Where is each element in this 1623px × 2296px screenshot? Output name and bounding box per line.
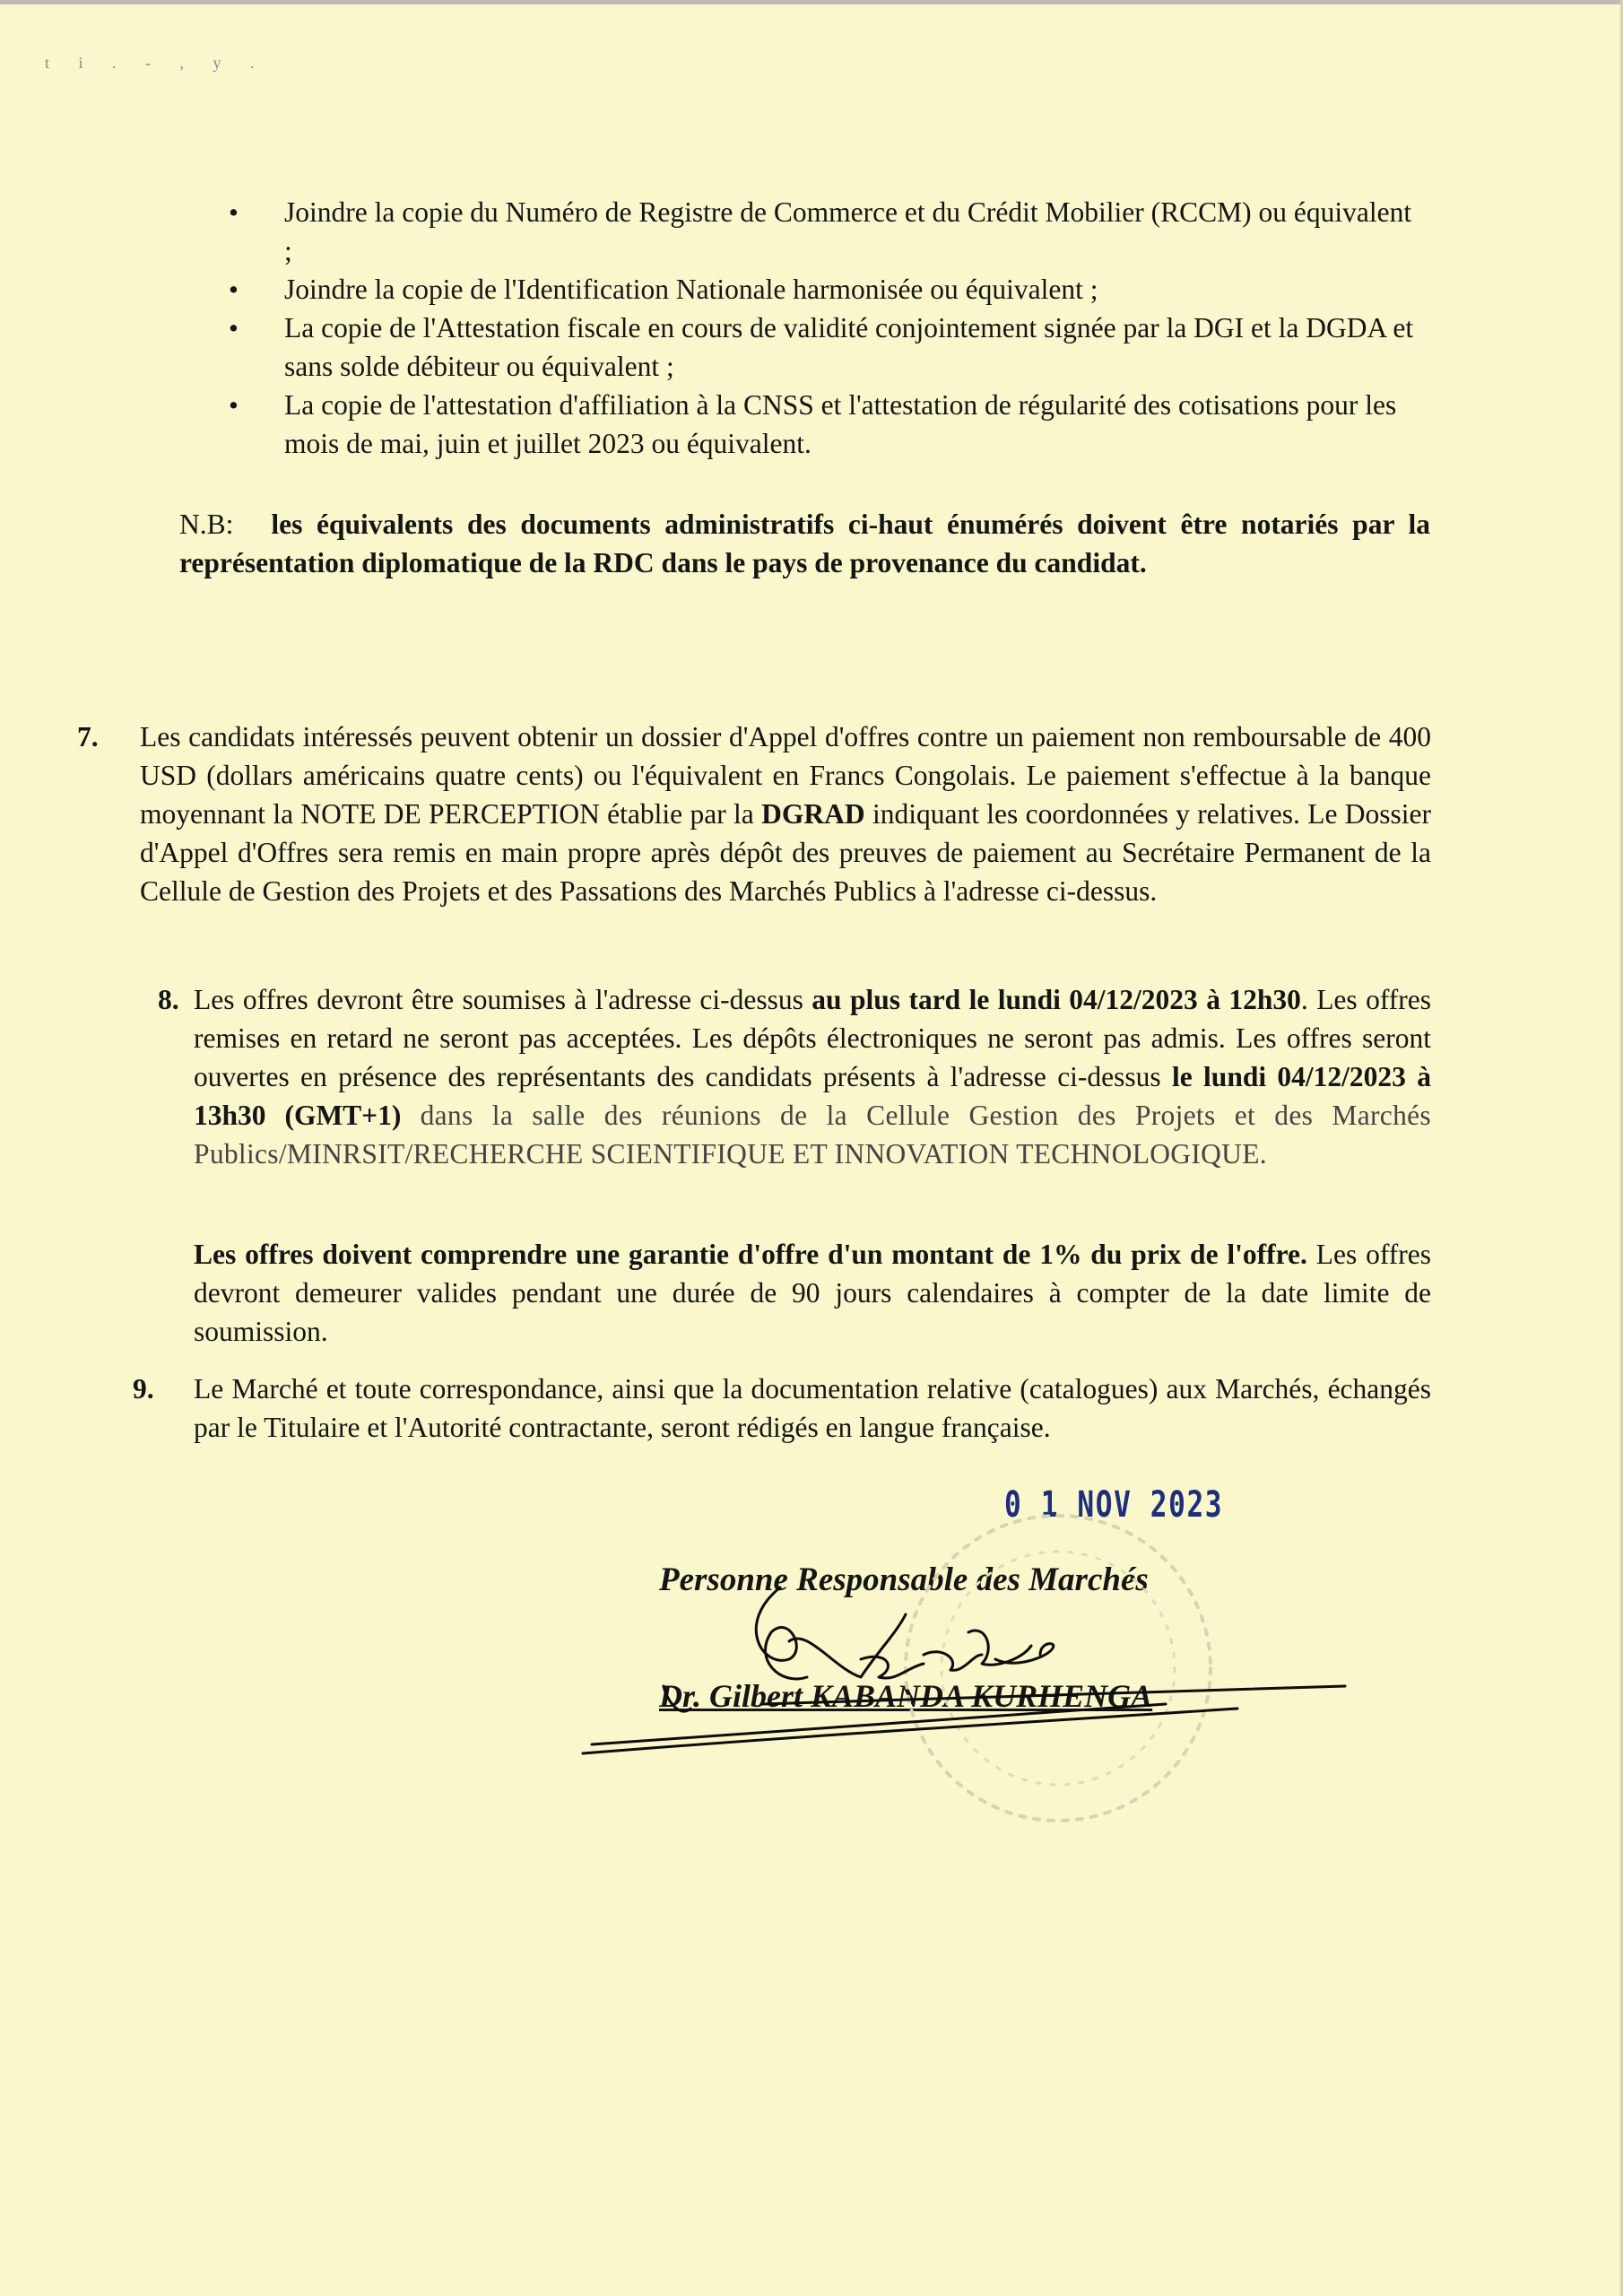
- nb-label: N.B:: [179, 509, 234, 540]
- date-stamp: 0 1 NOV 2023: [1004, 1484, 1224, 1526]
- list-item: • Joindre la copie de l'Identification Nationale harmonisée ou équivalent ;: [229, 270, 1421, 309]
- item-8-guarantee-paragraph: [194, 1235, 1431, 1351]
- list-item: • La copie de l'attestation d'affiliation à la CNSS et l'attestation de régularité des cotisations pour les mois de mai, juin et juillet 2023 ou équivalent.: [229, 386, 1421, 463]
- list-item: • La copie de l'Attestation fiscale en cours de validité conjointement signée par la DGI et la DGDA et sans solde débiteur ou équivalent ;: [229, 309, 1421, 386]
- list-item: • Joindre la copie du Numéro de Registre de Commerce et du Crédit Mobilier (RCCM) ou équivalent ;: [229, 193, 1421, 270]
- item-number-8: 8.: [158, 984, 179, 1015]
- scan-marks: t i . - , y .: [45, 54, 267, 72]
- nb-text: les équivalents des documents administratifs ci-haut énumérés doivent être notariés par la représentation diplomatique de la RDC dans le pays de provenance du candidat.: [179, 509, 1430, 578]
- signatory-title: Personne Responsable des Marchés: [659, 1561, 1149, 1598]
- nb-note: [179, 505, 1430, 582]
- item-8-deadline: au plus tard le lundi 04/12/2023 à 12h30: [812, 984, 1301, 1015]
- item-7-paragraph: [140, 718, 1431, 910]
- required-documents-list: [229, 193, 1421, 463]
- signatory-name: Dr. Gilbert KABANDA KURHENGA: [659, 1678, 1153, 1714]
- item-7-text-a: Les candidats intéressés peuvent obtenir un dossier d'Appel d'offres contre un paiement non remboursable de 400 USD (dollars américains quatre cents) ou l'équivalent en Francs Congolais. Le paiement s'effectue à la banque moyennant la NOTE DE PERCEPTION établie par la: [140, 721, 1431, 830]
- item-8-opening: le lundi 04/12/2023 à 13h30 (GMT+1): [194, 1061, 1431, 1131]
- scan-top-border: [0, 0, 1623, 4]
- item-7-bold: DGRAD: [761, 798, 865, 830]
- item-8-paragraph: [194, 980, 1431, 1173]
- item-8-guarantee-bold: Les offres doivent comprendre une garantie d'offre d'un montant de 1% du prix de l'offre.: [194, 1239, 1307, 1270]
- item-number-7: 7.: [77, 721, 99, 752]
- item-8-guarantee-text: Les offres devront demeurer valides pendant une durée de 90 jours calendaires à compter de la date limite de soumission.: [194, 1239, 1432, 1347]
- item-8-text-b: . Les offres remises en retard ne seront pas acceptées. Les dépôts électroniques ne seront pas admis. Les offres seront ouvertes en présence des représentants des candidats présents à l'adresse ci-dessus: [194, 984, 1431, 1092]
- item-number-9: 9.: [133, 1373, 154, 1405]
- item-9-paragraph: Le Marché et toute correspondance, ainsi que la documentation relative (catalogues) aux Marchés, échangés par le Titulaire et l'Autorité contractante, seront rédigés en langue française.: [194, 1373, 1431, 1443]
- item-8-text-a: Les offres devront être soumises à l'adresse ci-dessus: [194, 984, 812, 1015]
- item-8-text-c: dans la salle des réunions de la Cellule Gestion des Projets et des Marchés Publics/MINRSIT/RECHERCHE SCIENTIFIQUE ET INNOVATION TECHNOLOGIQUE.: [194, 1100, 1431, 1170]
- item-7-text-b: indiquant les coordonnées y relatives. Le Dossier d'Appel d'Offres sera remis en main propre après dépôt des preuves de paiement au Secrétaire Permanent de la Cellule de Gestion des Projets et des Passations des Marchés Publics à l'adresse ci-dessus.: [140, 798, 1432, 907]
